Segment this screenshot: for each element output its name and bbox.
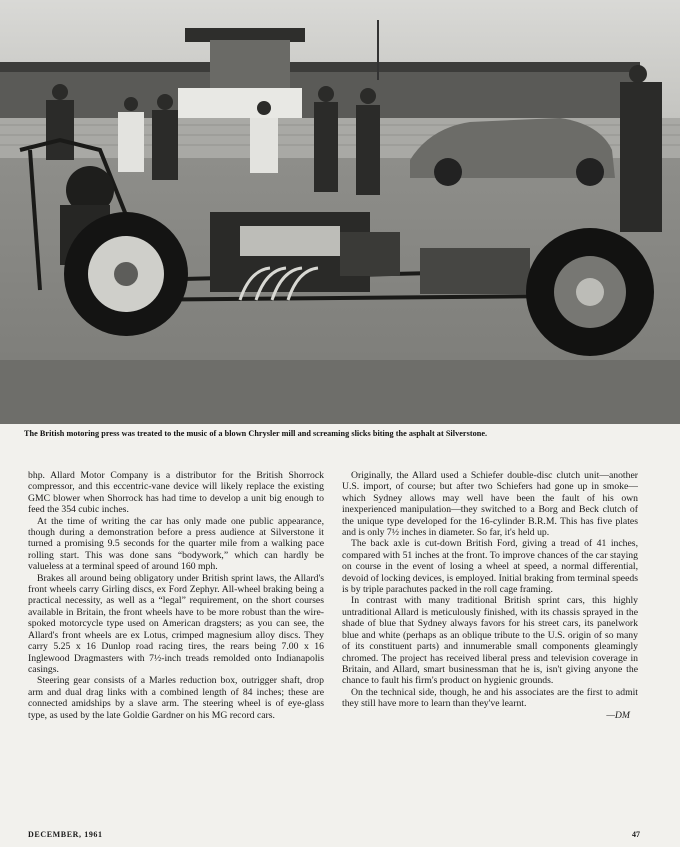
paragraph: Brakes all around being obligatory under British sprint laws, the Allard's front wheels carry Girling discs, ex Ford Zephyr. All-wheel braking being a practical necessity, as well as a “legal” requirement, on the short courses available in Britain, the front wheels have to be more robust than the wire-spoked motorcycle type used on American dragsters; as you can see, the Allard's front wheels are ex Lotus, crimped magnesium alloy discs. They carry 5.25 x 16 Dunlop road racing tires, the rears being 7.00 x 16 Inglewood Dragmasters with 7½-inch treads remolded onto Indianapolis casings. [28, 572, 324, 675]
right-column [342, 470, 638, 721]
paragraph: The back axle is cut-down British Ford, giving a tread of 41 inches, compared with 51 inches at the front. To improve chances of the car staying on course in the event of losing a wheel at speed, a normal differential, devoid of locking devices, is employed. Initial braking from terminal speeds is by triple parachutes packed in the roll cage framing. [342, 538, 638, 596]
issue-date: DECEMBER, 1961 [28, 830, 103, 839]
author-signature: —DM [606, 709, 630, 721]
paragraph: bhp. Allard Motor Company is a distributor for the British Shorrock compressor, and this eccentric-vane device will likely replace the existing GMC blower when Shorrock has had time to develop a unit big enough to feed the 354 cubic inches. [28, 470, 324, 516]
left-column [28, 470, 324, 721]
paragraph: Steering gear consists of a Marles reduction box, outrigger shaft, drop arm and dual drag links with a combined length of 84 inches; these are connected amidships by a slave arm. The steering wheel is of eye-glass type, as used by the late Goldie Gardner on his MG record cars. [28, 675, 324, 721]
paragraph: In contrast with many traditional British sprint cars, this highly untraditional Allard is meticulously finished, with its chassis sprayed in the shade of blue that Sydney always favors for his street cars, its panelwork blue and white (perhaps as an oblique tribute to the U.S. origin of so many of its constituent parts) and innumerable small components gleamingly chromed. The project has received liberal press and television coverage in Britain, and Allard, smart businessman that he is, isn't giving anyone the chance to fault his firm's product on hygienic grounds. [342, 595, 638, 687]
paragraph: On the technical side, though, he and his associates are the first to admit they still have more to learn than they've learnt. [342, 686, 638, 710]
photo-caption: The British motoring press was treated to the music of a blown Chrysler mill and screaming slicks biting the asphalt at Silverstone. [24, 429, 488, 438]
paragraph: At the time of writing the car has only made one public appearance, though during a demonstration before a press audience at Silverstone it turned a promising 9.5 seconds for the quarter mile from a walking pace rolling start. This was done sans “bodywork,” which can hardly be valueless at a terminal speed of around 160 mph. [28, 515, 324, 573]
page-number: 47 [632, 830, 640, 839]
paragraph: Originally, the Allard used a Schiefer double-disc clutch unit—another U.S. import, of course; but after two Schiefers had gone up in smoke—which Sydney allows may well have been the fault of his own inexperienced manipulation—they switched to a Borg and Beck clutch of the unique type developed for the 16-cylinder B.R.M. This has five plates and is only 7½ inches in diameter. So far, it's held up. [342, 470, 638, 539]
